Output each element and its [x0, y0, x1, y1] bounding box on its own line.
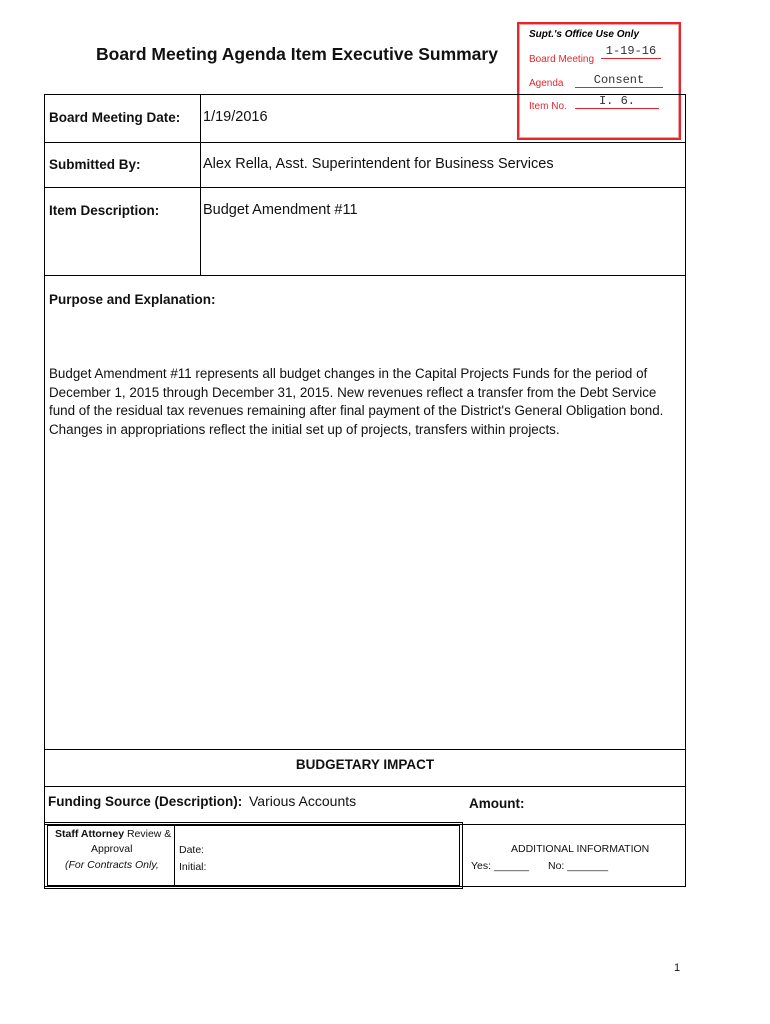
board-meeting-value: 1-19-16 [601, 44, 661, 59]
item-description-value: Budget Amendment #11 [203, 202, 358, 218]
submitted-by-label: Submitted By: [49, 157, 141, 172]
row-divider [45, 142, 685, 143]
item-no-value: I. 6. [575, 94, 659, 109]
staff-date-label: Date: [179, 844, 205, 856]
staff-initial-label: Initial: [179, 861, 207, 873]
row-divider [45, 187, 685, 188]
staff-attorney-box [44, 822, 463, 889]
board-meeting-date-value: 1/19/2016 [203, 109, 268, 125]
budgetary-impact-heading: BUDGETARY IMPACT [295, 757, 435, 772]
board-meeting-label: Board Meeting [529, 54, 595, 65]
summary-form [44, 94, 686, 887]
row-divider [45, 275, 685, 276]
purpose-line: December 1, 2015 through December 31, 2015. New revenues reflect a transfer from the Debt Service [49, 384, 657, 400]
funding-source-label: Funding Source (Description): [48, 794, 243, 809]
label-column-divider [200, 95, 201, 275]
purpose-line: Budget Amendment #11 represents all budget changes in the Capital Projects Funds for the period of [49, 366, 648, 381]
submitted-by-value: Alex Rella, Asst. Superintendent for Business Services [203, 156, 554, 172]
purpose-text [49, 365, 685, 439]
page-title: Board Meeting Agenda Item Executive Summary [96, 44, 498, 64]
staff-column-divider [174, 825, 175, 886]
office-use-heading: Supt.'s Office Use Only [529, 29, 639, 40]
additional-info-heading: ADDITIONAL INFORMATION [511, 843, 650, 855]
additional-no: No: _______ [548, 860, 609, 872]
purpose-label: Purpose and Explanation: [49, 292, 216, 307]
funding-source-value: Various Accounts [249, 793, 357, 809]
staff-attorney-line1 [55, 828, 171, 840]
item-no-label: Item No. [529, 101, 567, 112]
agenda-label: Agenda [529, 78, 564, 89]
staff-attorney-approval: Approval [91, 843, 133, 855]
purpose-line: fund of the residual tax revenues remaining after final payment of the District's General Obligation bond. [49, 403, 664, 418]
row-divider [45, 786, 685, 787]
staff-attorney-title: Staff Attorney [55, 828, 125, 840]
item-description-label: Item Description: [49, 203, 160, 218]
agenda-value: Consent [575, 73, 663, 88]
staff-attorney-review: Review & [124, 828, 172, 840]
page-number: 1 [674, 962, 681, 974]
row-divider [45, 749, 685, 750]
purpose-line: Changes in appropriations reflect the initial set up of projects, transfers within projects. [49, 421, 560, 437]
amount-label: Amount: [469, 796, 525, 811]
board-meeting-date-label: Board Meeting Date: [49, 110, 181, 125]
additional-yes: Yes: ______ [471, 860, 530, 872]
staff-attorney-contracts: (For Contracts Only, [65, 859, 159, 871]
